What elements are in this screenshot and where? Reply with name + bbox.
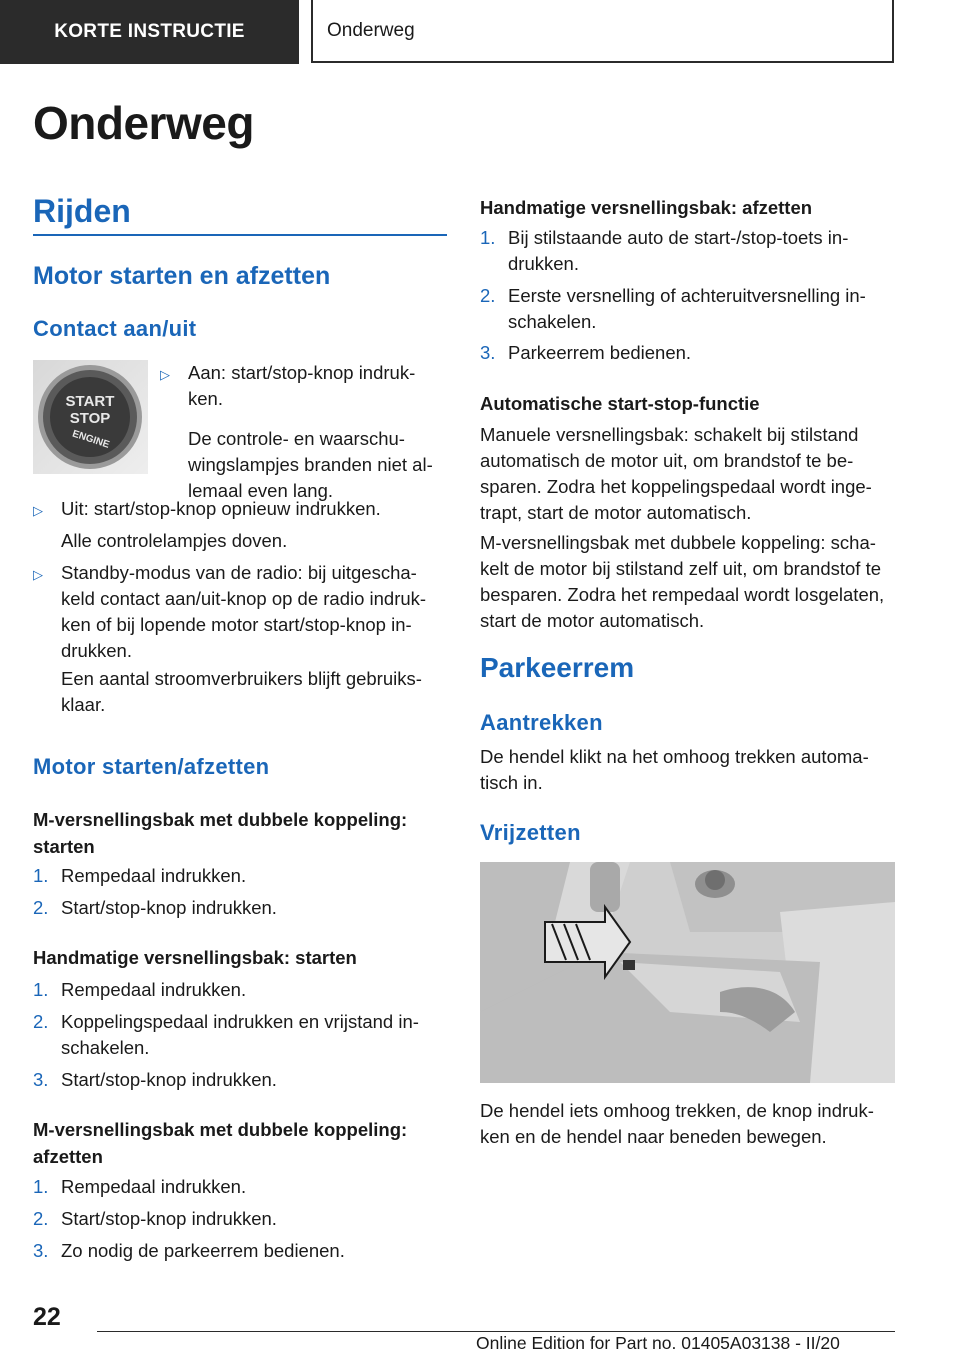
footer-edition: Online Edition for Part no. 01405A03138 - II/20 [476,1333,840,1353]
step-number: 2. [33,1011,49,1032]
bullet-note: Alle controlelampjes doven. [61,530,288,551]
triangle-bullet-icon: ▷ [33,567,43,582]
heading-contact: Contact aan/uit [33,316,197,341]
heading-motor-starten: Motor starten en afzetten [33,262,331,290]
list-item [33,496,447,556]
step-number: 2. [33,897,49,918]
subheading-m-off: M-versnellingsbak met dubbele koppeling: afzetten [33,1119,408,1167]
step-number: 2. [480,285,496,306]
list-item [33,1238,447,1264]
step-number: 1. [33,865,49,886]
handbrake-image [480,862,895,1083]
bullet-text: Aan: start/stop-knop indruk-ken. [188,362,416,409]
step-text: Koppelingspedaal indrukken en vrijstand in-schakelen. [61,1011,419,1058]
step-text: Zo nodig de parkeerrem bedienen. [61,1240,345,1261]
list-item [33,895,447,921]
bullet-text: Uit: start/stop-knop opnieuw indrukken. [61,498,381,519]
list-item [33,1067,447,1093]
step-number: 3. [33,1240,49,1261]
chapter-tab: Onderweg [311,0,894,63]
start-stop-icon [33,360,148,474]
start-stop-button-image [33,360,148,474]
handbrake-illustration [480,862,895,1083]
heading-parkeerrem: Parkeerrem [480,652,635,683]
step-number: 1. [480,227,496,248]
heading-vrijzetten: Vrijzetten [480,820,581,845]
list-item [160,360,447,501]
step-text: Start/stop-knop indrukken. [61,1069,277,1090]
triangle-bullet-icon: ▷ [33,503,43,518]
step-number: 3. [480,342,496,363]
step-text: Start/stop-knop indrukken. [61,897,277,918]
stop-label: STOP [69,410,111,427]
list-item [33,1009,447,1061]
heading-rijden: Rijden [33,193,131,229]
step-text: Rempedaal indrukken. [61,979,247,1000]
heading-aantrekken: Aantrekken [480,710,603,735]
step-number: 1. [33,1176,49,1197]
heading-motor-starten-afzetten: Motor starten/afzetten [33,754,270,779]
list-item [480,283,896,335]
page-header [0,0,960,66]
paragraph: Manuele versnellingsbak: schakelt bij stilstand automatisch de motor uit, om brandstof te be-sparen. Zodra het koppelingspedaal wordt inge-trapt, start de motor automatisch. [480,424,872,523]
step-text: Start/stop-knop indrukken. [61,1208,277,1229]
paragraph: De hendel klikt na het omhoog trekken automa-tisch in. [480,746,869,793]
footer-rule [97,1331,895,1332]
triangle-bullet-icon: ▷ [160,367,170,382]
engine-label: ENGINE [70,428,111,451]
step-number: 3. [33,1069,49,1090]
step-text: Eerste versnelling of achteruitversnelling in-schakelen. [508,285,866,332]
page-number: 22 [33,1303,61,1331]
subheading-hand-start: Handmatige versnellingsbak: starten [33,947,357,968]
subheading-hand-off: Handmatige versnellingsbak: afzetten [480,197,813,218]
step-number: 2. [33,1208,49,1229]
list-item [33,1174,447,1200]
list-item [33,1206,447,1232]
list-item [33,560,447,720]
subheading-m-start: M-versnellingsbak met dubbele koppeling: starten [33,809,408,857]
step-text: Rempedaal indrukken. [61,1176,247,1197]
list-item [480,225,896,277]
list-item [480,340,896,366]
bullet-note: Een aantal stroomverbruikers blijft gebruiks-klaar. [61,668,422,715]
bullet-note: De controle- en waarschu-wingslampjes branden niet al-lemaal even lang. [188,428,433,501]
bullet-text: Standby-modus van de radio: bij uitgescha-keld contact aan/uit-knop op de radio indruk-ken of bij lopende motor start/stop-knop in-drukken. [61,562,427,661]
list-item [33,977,447,1003]
paragraph: M-versnellingsbak met dubbele koppeling: scha-kelt de motor bij stilstand zelf uit, om brandstof te besparen. Zodra het rempedaal wordt losgelaten, start de motor automatisch. [480,532,885,631]
paragraph: De hendel iets omhoog trekken, de knop indruk-ken en de hendel naar beneden bewegen. [480,1100,874,1147]
step-text: Parkeerrem bedienen. [508,342,692,363]
step-number: 1. [33,979,49,1000]
heading-rule [33,234,447,236]
step-text: Bij stilstaande auto de start-/stop-toets in-drukken. [508,227,849,274]
subheading-auto-start-stop: Automatische start-stop-functie [480,393,760,414]
step-text: Rempedaal indrukken. [61,865,247,886]
page-title: Onderweg [33,97,254,149]
section-tab: KORTE INSTRUCTIE [0,0,299,64]
start-label: START [65,393,115,410]
list-item [33,863,447,889]
